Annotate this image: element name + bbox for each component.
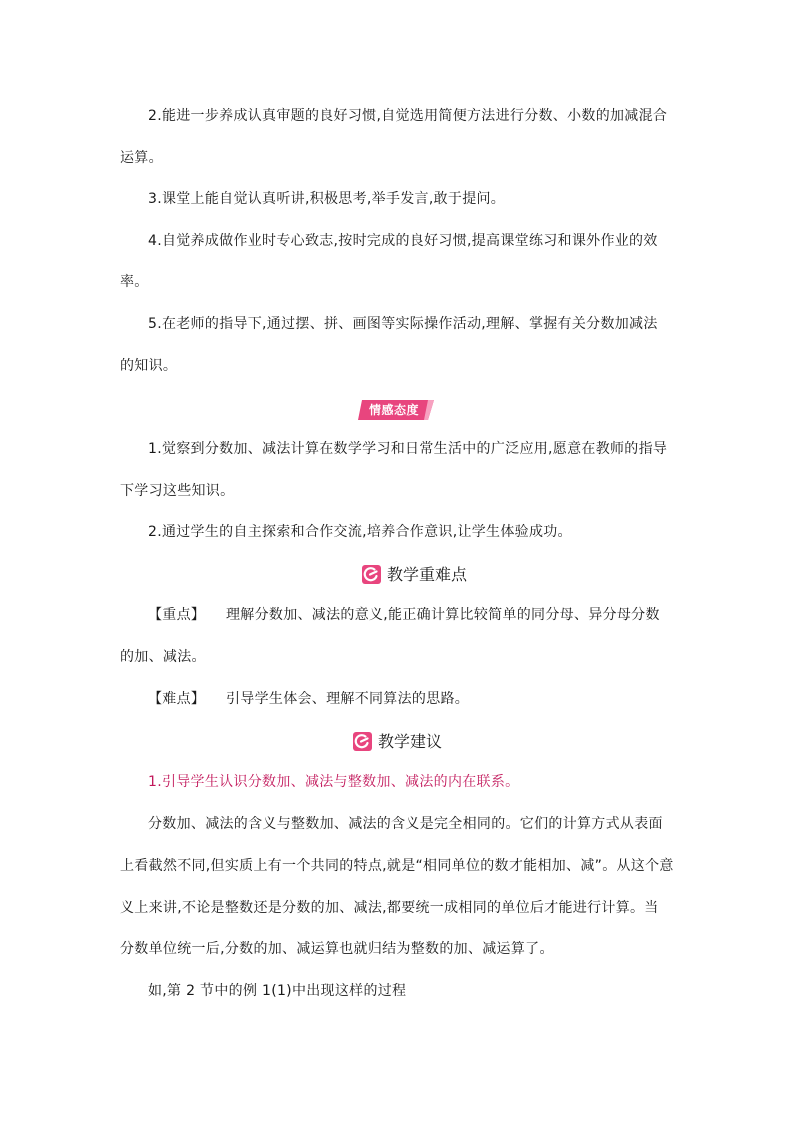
key-point-text: 理解分数加、减法的意义,能正确计算比较简单的同分母、异分母分数 [226, 607, 660, 623]
paragraph-line: 2.通过学生的自主探索和合作交流,培养合作意识,让学生体验成功。 [148, 524, 572, 540]
paragraph-line: 义上来讲,不论是整数还是分数的加、减法,都要统一成相同的单位后才能进行计算。当 [120, 900, 659, 916]
section-marker-icon [353, 732, 372, 751]
paragraph-line: 如,第 2 节中的例 1(1)中出现这样的过程 [148, 983, 407, 999]
paragraph-line: 运算。 [120, 150, 163, 166]
paragraph-line: 分数加、减法的含义与整数加、减法的含义是完全相同的。它们的计算方式从表面 [148, 816, 663, 832]
section-title: 教学重难点 [387, 565, 468, 584]
difficult-point-line [148, 689, 469, 709]
paragraph-line: 的知识。 [120, 358, 178, 374]
difficult-point-label: 【难点】 [148, 691, 206, 707]
emotion-badge [358, 400, 434, 420]
paragraph-line: 1.觉察到分数加、减法计算在数学学习和日常生活中的广泛应用,愿意在教师的指导 [148, 441, 668, 457]
section-title: 教学建议 [378, 732, 443, 751]
paragraph-line: 分数单位统一后,分数的加、减运算也就归结为整数的加、减运算了。 [120, 941, 554, 957]
paragraph-line: 上看截然不同,但实质上有一个共同的特点,就是“相同单位的数才能相加、减”。从这个意 [120, 858, 674, 874]
paragraph-line: 5.在老师的指导下,通过摆、拼、画图等实际操作活动,理解、掌握有关分数加减法 [148, 316, 658, 332]
key-point-label: 【重点】 [148, 607, 206, 623]
suggestion-point-heading: 1.引导学生认识分数加、减法与整数加、减法的内在联系。 [148, 774, 520, 790]
paragraph-line: 4.自觉养成做作业时专心致志,按时完成的良好习惯,提高课堂练习和课外作业的效 [148, 233, 658, 249]
key-point-line [148, 605, 660, 625]
paragraph-line: 3.课堂上能自觉认真听讲,积极思考,举手发言,敢于提问。 [148, 191, 506, 207]
paragraph-line: 率。 [120, 274, 149, 290]
difficult-point-text: 引导学生体会、理解不同算法的思路。 [226, 691, 470, 707]
section-marker-icon [362, 565, 381, 584]
paragraph-line: 下学习这些知识。 [120, 483, 235, 499]
emotion-badge-label: 情感态度 [368, 403, 419, 417]
paragraph-line: 2.能进一步养成认真审题的良好习惯,自觉选用简便方法进行分数、小数的加减混合 [148, 108, 668, 124]
paragraph-line: 的加、减法。 [120, 649, 206, 665]
